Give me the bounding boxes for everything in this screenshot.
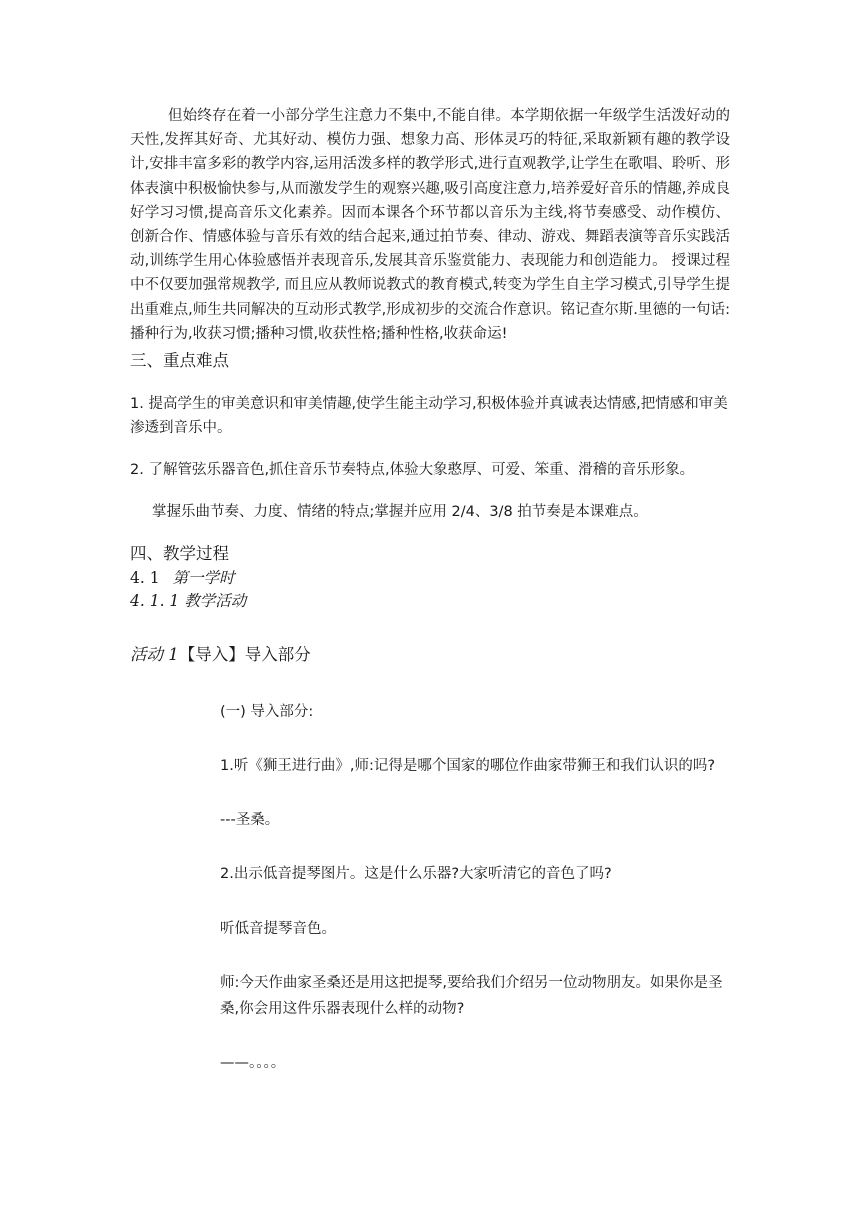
activity-1-heading xyxy=(130,644,311,666)
subsection-4-1 xyxy=(130,567,235,589)
line-lion-march: 1.听《狮王进行曲》,师:记得是哪个国家的哪位作曲家带狮王和我们认识的吗? xyxy=(220,758,716,774)
key-point-2: 2. 了解管弦乐器音色,抓住音乐节奏特点,体验大象憨厚、可爱、笨重、滑稽的音乐形象。 xyxy=(130,462,695,478)
section-heading-key-points: 三、重点难点 xyxy=(130,351,229,370)
key-point-1: 1. 提高学生的审美意识和审美情趣,使学生能主动学习,积极体验并真诚表达情感,把情感和审美渗透到音乐中。 xyxy=(130,396,728,436)
subsection-4-1-title: 第一学时 xyxy=(172,569,235,587)
line-ellipsis: ——。。。。 xyxy=(220,1055,286,1071)
line-listen-double-bass: 听低音提琴音色。 xyxy=(220,921,336,937)
line-teacher-question: 师:今天作曲家圣桑还是用这把提琴,要给我们介绍另一位动物朋友。如果你是圣桑,你会用这件乐器表现什么样的动物? xyxy=(220,975,723,1017)
activity-1-prefix: 活动 1 xyxy=(130,645,179,664)
subsection-4-1-number: 4. 1 xyxy=(130,569,160,587)
line-saint-saens: ---圣桑。 xyxy=(220,812,280,828)
intro-paragraph: 但始终存在着一小部分学生注意力不集中,不能自律。本学期依据一年级学生活泼好动的天性,发挥其好奇、尤其好动、模仿力强、想象力高、形体灵巧的特征,采取新颖有趣的教学设计,安排丰富多彩的教学内容,运用活泼多样的教学形式,进行直观教学,让学生在歌唱、聆听、形体表演中积极愉快参与,从而激发学生的观察兴趣,吸引高度注意力,培养爱好音乐的情趣,养成良好学习习惯,提高音乐文化素养。因而本课各个环节都以音乐为主线,将节奏感受、动作模仿、创新合作、情感体验与音乐有效的结合起来,通过拍节奏、律动、游戏、舞蹈表演等音乐实践活动,训练学生用心体验感悟并表现音乐,发展其音乐鉴赏能力、表现能力和创造能力。 授课过程中不仅要加强常规教学, 而且应从教师说教式的教育模式,转变为学生自主学习模式,引导学生提出重难点,师生共同解决的互动形式教学,形成初步的交流合作意识。铭记查尔斯.里德的一句话:播种行为,收获习惯;播种习惯,收获性格;播种性格,收获命运! xyxy=(130,108,730,342)
intro-part-label: (一) 导入部分: xyxy=(220,704,314,720)
activity-1-title: 【导入】导入部分 xyxy=(178,645,311,664)
difficulty-statement: 掌握乐曲节奏、力度、情绪的特点;掌握并应用 2/4、3/8 拍节奏是本课难点。 xyxy=(152,504,648,520)
section-heading-teaching-process: 四、教学过程 xyxy=(130,544,229,563)
line-double-bass-image: 2.出示低音提琴图片。这是什么乐器?大家听清它的音色了吗? xyxy=(220,866,612,882)
subsection-4-1-1: 4. 1. 1 教学活动 xyxy=(130,592,247,610)
